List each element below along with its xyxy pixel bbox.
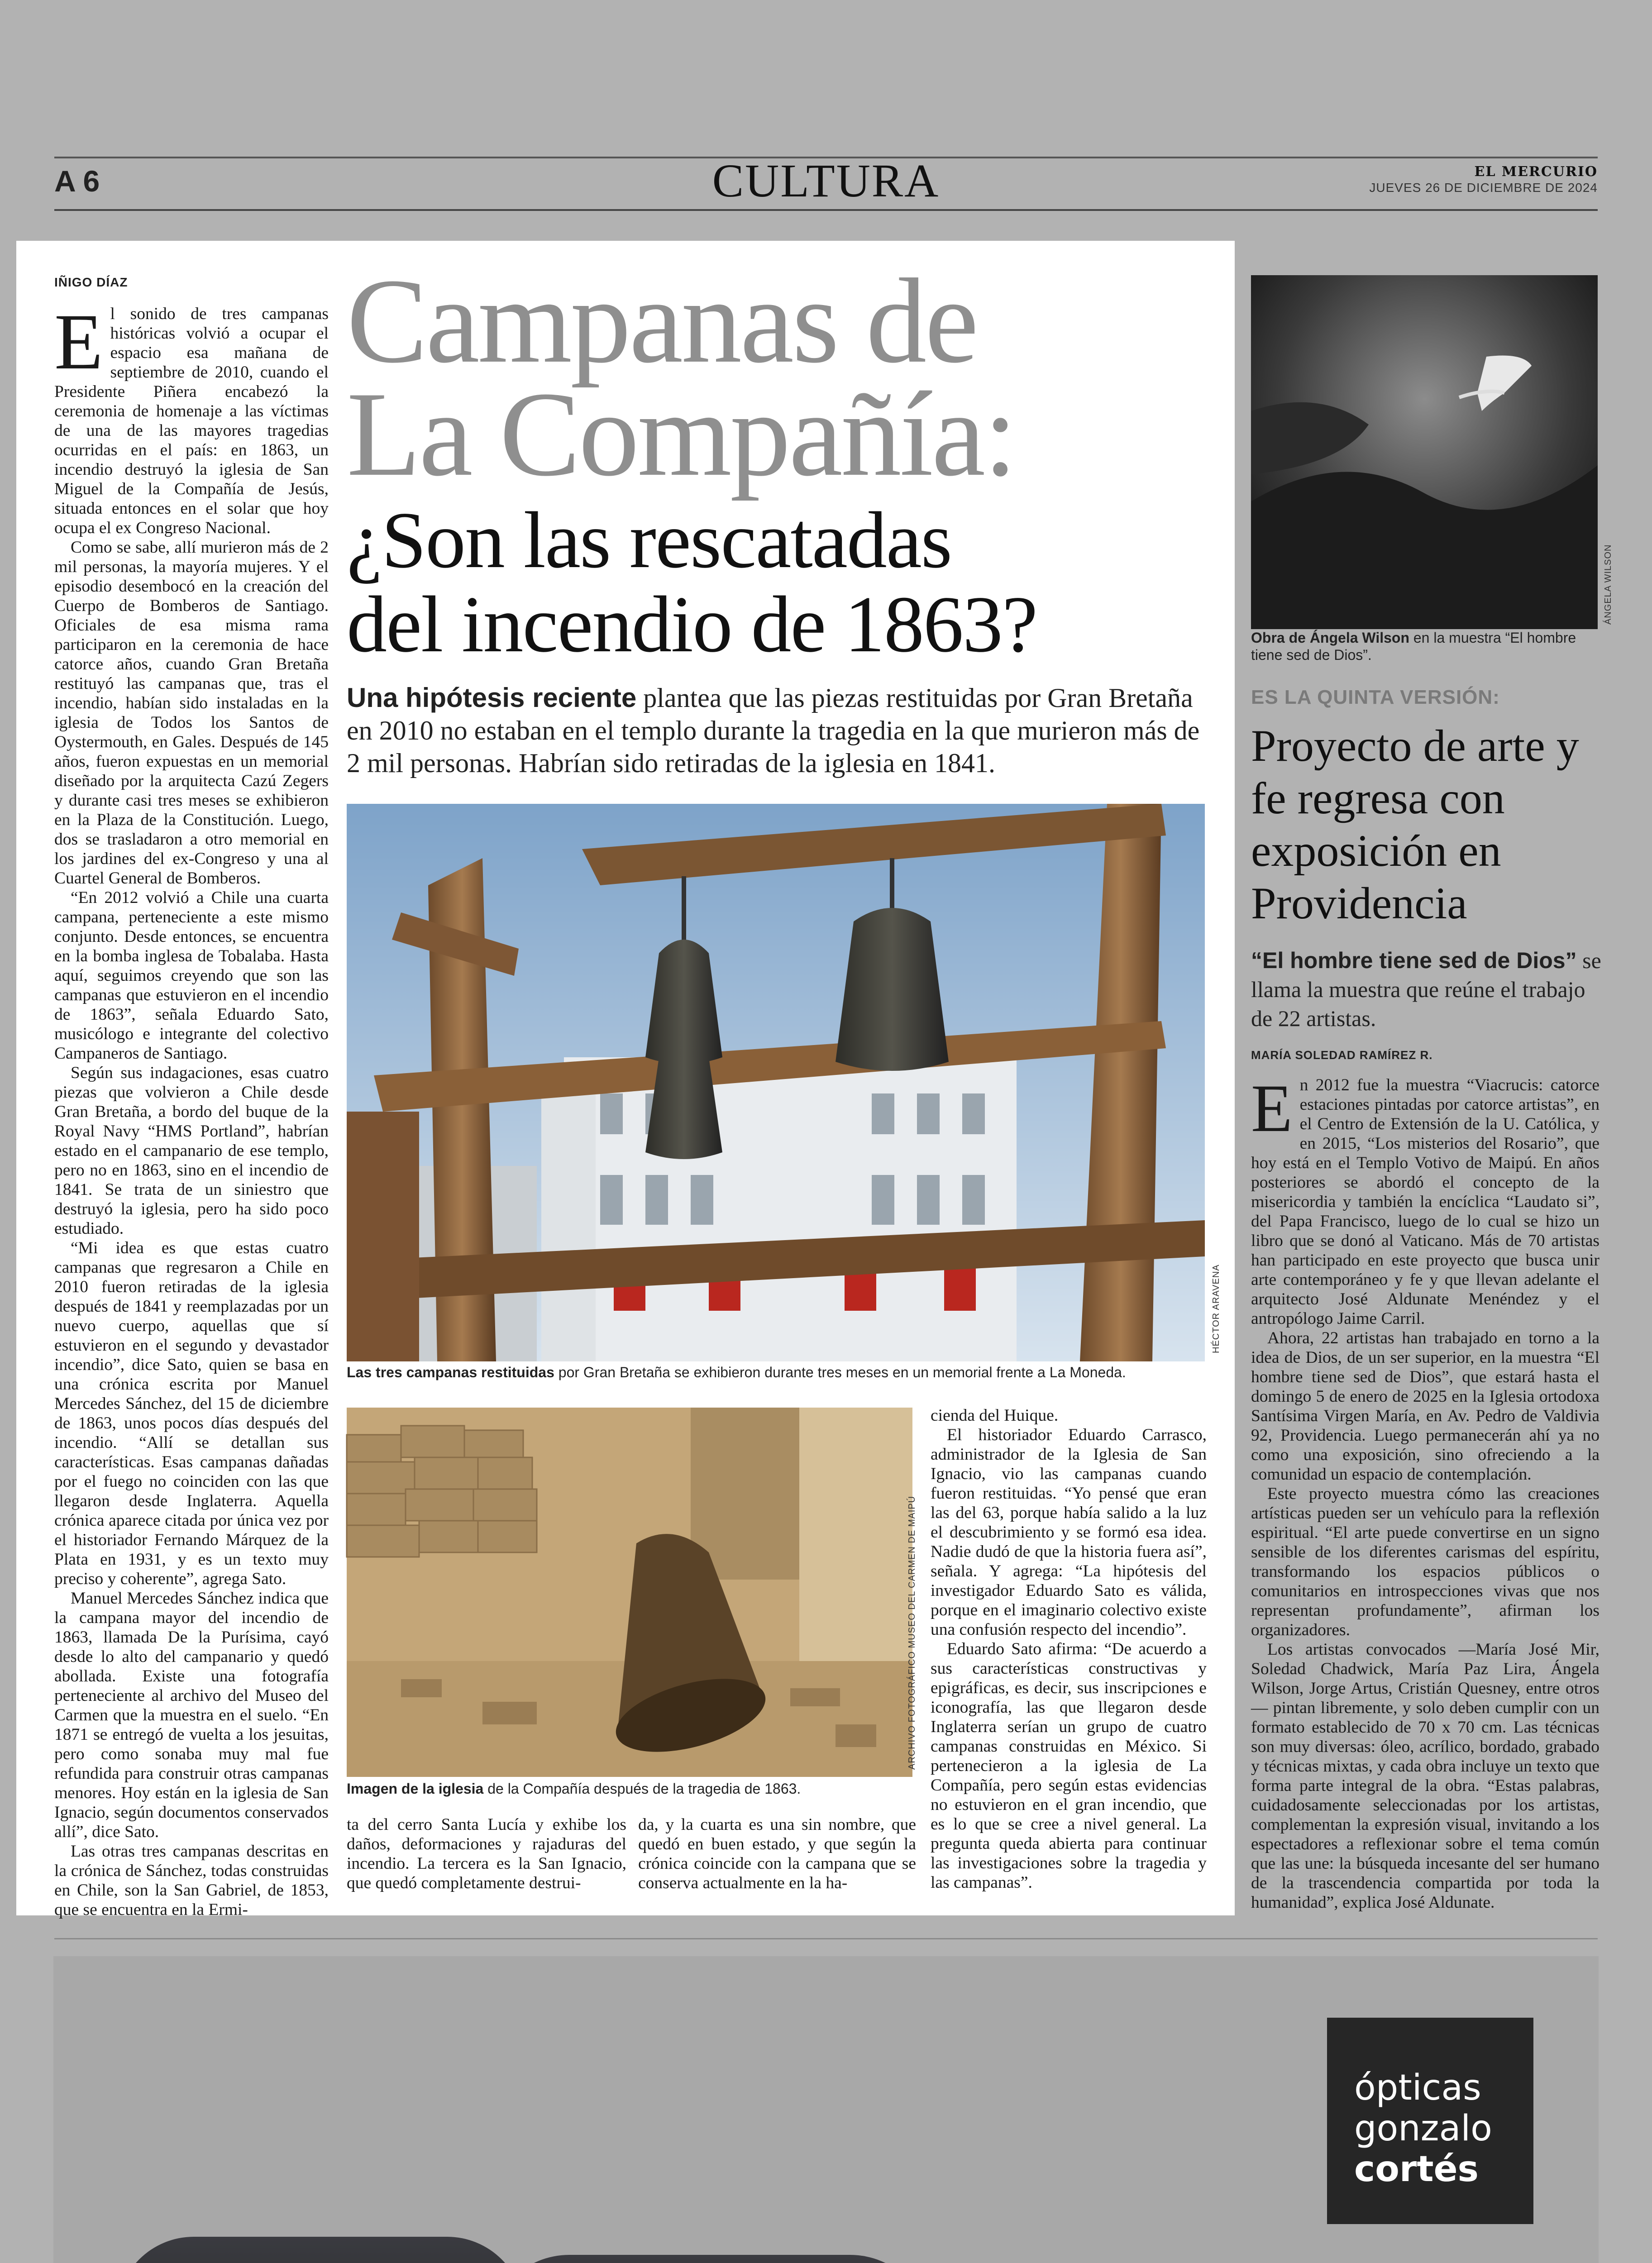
- paragraph: da, y la cuarta es una sin nombre, que quedó en buen estado, y que según la crónica coincide con la campana que se conserva actualmente en la ha-: [638, 1815, 916, 1892]
- paragraph: Los artistas convocados —María José Mir, Soledad Chadwick, María Paz Lira, Ángela Wilson, Jorge Artus, Cristián Quesney, entre otros— pintan libremente, y solo deben cumplir con un formato establecido de 70 x 70 cm. Las técnicas son muy diversas: óleo, acrílico, bordado, grabado y técnicas mixtas, y cada obra incluye un texto que forma parte integral de la obra. “Estas palabras, cuidadosamente seleccionadas por los artistas, complementan la expresión visual, invitando a los espectadores a reflexionar sobre el tema común que las une: la búsqueda incesante del ser humano de la trascendencia compartida por toda la humanidad”, explica José Aldunate.: [1251, 1640, 1599, 1912]
- church-ruins-photo: [347, 1408, 912, 1777]
- article-column-4: [931, 1406, 1207, 1899]
- optica-logo: [1327, 2018, 1533, 2224]
- paragraph: Según sus indagaciones, esas cuatro piezas que volvieron a Chile desde Gran Bretaña, a bordo del buque de la Royal Navy “HMS Portland”, habrían estado en el campanario de ese templo, pero no en 1863, sino en el incendio de 1841. Se trata de un siniestro que destruyó la iglesia, pero ha sido poco estudiado.: [54, 1064, 329, 1238]
- side-lead: “El hombre tiene sed de Dios” se llama la muestra que reúne el trabajo de 22 artistas.: [1251, 948, 1601, 1031]
- section-separator: [54, 1938, 1598, 1939]
- article-lead: Una hipótesis reciente plantea que las piezas restituidas por Gran Bretaña en 2010 no estaban en el templo durante la tragedia en la que murieron más de 2 mil personas. Habrían sido retiradas de la iglesia en 1841.: [347, 683, 1200, 778]
- ruins-photo-caption: Imagen de la iglesia de la Compañía después de la tragedia de 1863.: [347, 1781, 801, 1797]
- article-column-2: [347, 1815, 626, 1893]
- side-kicker: ES LA QUINTA VERSIÓN:: [1251, 686, 1500, 708]
- paragraph: Ahora, 22 artistas han trabajado en torno a la idea de Dios, de un ser superior, en la muestra “El hombre tiene sed de Dios”, que estará hasta el domingo 5 de enero de 2025 en la Iglesia ortodoxa Santísima Virgen María, en Av. Pedro de Valdivia 92, Providencia. Luego permanecerán ahí ya no como una exposición, sino ofreciendo a la comunidad un espacio de contemplación.: [1251, 1329, 1599, 1484]
- paragraph: Manuel Mercedes Sánchez indica que la campana mayor del incendio de 1863, llamada De la Purísima, cayó desde lo alto del campanario y quedó abollada. Existe una fotografía perteneciente al archivo del Museo del Carmen que la muestra en el suelo. “En 1871 se entregó de vuelta a los jesuitas, pero como sonaba muy mal fue refundida para construir otras campanas menores. Hoy están en la iglesia de San Ignacio, según documentos conservados allí”, dice Sato.: [54, 1589, 329, 1841]
- paragraph: Las otras tres campanas descritas en la crónica de Sánchez, todas construidas en Chile, son la San Gabriel, de 1853, que se encuentra en la Ermi-: [54, 1842, 329, 1919]
- main-byline: IÑIGO DÍAZ: [54, 275, 128, 289]
- newspaper-name: EL MERCURIO: [1474, 164, 1598, 180]
- photo-credit: ARCHIVO FOTOGRÁFICO MUSEO DEL CARMEN DE MAIPÚ: [907, 1495, 917, 1770]
- section-title: CULTURA: [712, 155, 940, 207]
- artwork-illustration: [1251, 275, 1598, 629]
- headline-question: ¿Son las rescatadas del incendio de 1863?: [347, 495, 1037, 669]
- article-column-1: [54, 298, 329, 1919]
- side-byline: MARÍA SOLEDAD RAMÍREZ R.: [1251, 1048, 1433, 1062]
- logo-line: gonzalo: [1354, 2108, 1492, 2149]
- artwork-caption: Obra de Ángela Wilson en la muestra “El hombre tiene sed de Dios”.: [1251, 630, 1576, 663]
- paragraph: En 2012 fue la muestra “Viacrucis: catorce estaciones pintadas por catorce artistas”, en el Centro de Extensión de la U. Católica, y en 2015, “Los misterios del Rosario”, que hoy está en el Templo Votivo de Maipú. En años posteriores se abordó el concepto de la misericordia y también la encíclica “Laudato si”, del Papa Francisco, luego de lo cual se hizo un libro que se donó al Vaticano. Más de 70 artistas han participado en este proyecto que busca unir arte contemporáneo y fe y que llevan adelante el arquitecto José Aldunate Menéndez y el antropólogo Jaime Carril.: [1251, 1071, 1599, 1328]
- ruins-illustration: [347, 1408, 912, 1777]
- bells-photo-caption: Las tres campanas restituidas por Gran Bretaña se exhibieron durante tres meses en un memorial frente a La Moneda.: [347, 1364, 1126, 1380]
- drop-cap: E: [54, 298, 103, 386]
- drop-cap: E: [1251, 1071, 1293, 1146]
- header-bottom-rule: [54, 209, 1598, 211]
- paragraph: El historiador Eduardo Carrasco, administrador de la Iglesia de San Ignacio, vio las campanas cuando fueron restituidas. “Yo pensé que eran las del 63, porque había salido a la luz el descubrimiento y se formó esa idea. Nadie dudó de que la historia fuera así”, señala. Y agrega: “La hipótesis del investigador Eduardo Sato es válida, porque en el imaginario colectivo existe una confusión respecto del incendio”.: [931, 1426, 1207, 1639]
- paragraph: Eduardo Sato afirma: “De acuerdo a sus características constructivas y epigráficas, es decir, sus inscripciones e iconografía, las que llegaron desde Inglaterra serían un grupo de cuatro campanas construidas en México. Si pertenecieron a la iglesia de La Compañía, pero según estas evidencias no estuvieron en el gran incendio, que es lo que se cree a nivel general. La pregunta queda abierta para continuar las investigaciones sobre la tragedia y las campanas”.: [931, 1640, 1207, 1892]
- paragraph: El sonido de tres campanas históricas volvió a ocupar el espacio esa mañana de septiembre de 2010, cuando el Presidente Piñera encabezó la ceremonia de homenaje a las víctimas de una de las mayores tragedias ocurridas en el país: en 1863, un incendio destruyó la iglesia de San Miguel de la Compañía de Jesús, situada entonces en el solar que hoy ocupa el ex Congreso Nacional.: [54, 298, 329, 537]
- bells-illustration: [347, 804, 1205, 1361]
- paragraph: “Mi idea es que estas cuatro campanas que regresaron a Chile en 2010 fueron retiradas de la iglesia después de 1841 y reemplazadas por un nuevo cuerpo, aquellas que sí estuvieron en el segundo y devastador incendio”, dice Sato, quien se basa en una crónica escrita por Manuel Mercedes Sánchez, del 15 de diciembre de 1863, unos pocos días después del incendio. “Allí se detallan sus características. Esas campanas dañadas por el fuego no coinciden con las que llegaron desde Inglaterra. Aquella crónica aparece citada por única vez por el historiador Fernando Márquez de la Plata en 1931, y es un texto muy preciso y coherente”, agrega Sato.: [54, 1239, 329, 1588]
- issue-date: JUEVES 26 DE DICIEMBRE DE 2024: [1369, 181, 1598, 195]
- page-number: A 6: [54, 164, 100, 198]
- paragraph: Este proyecto muestra cómo las creaciones artísticas pueden ser un vehículo para la reflexión espiritual. “El arte puede convertirse en un signo sensible de los diferentes carismas del espíritu, transformando los espacios públicos o comunitarios en introspecciones vivas que nos representan profundamente”, afirman los organizadores.: [1251, 1485, 1599, 1639]
- masthead: [1369, 164, 1598, 195]
- paragraph: Como se sabe, allí murieron más de 2 mil personas, la mayoría mujeres. Y el episodio desembocó en la creación del Cuerpo de Bomberos de Santiago. Oficiales de esa misma rama participaron en la ceremonia de hace catorce años, cuando Gran Bretaña restituyó las campanas que, tras el incendio, habían sido instaladas en la iglesia de Todos los Santos de Oystermouth, en Gales. Después de 145 años, fueron expuestas en un memorial diseñado por la arquitecta Cazú Zegers y durante casi tres meses se exhibieron en la Plaza de la Constitución. Luego, dos se trasladaron a otro memorial en los jardines del ex-Congreso y una al Cuartel General de Bomberos.: [54, 538, 329, 888]
- logo-line: ópticas: [1354, 2067, 1481, 2108]
- logo-line: cortés: [1354, 2149, 1479, 2190]
- artwork-photo: [1251, 275, 1598, 629]
- bells-photo: [347, 804, 1205, 1361]
- paragraph: “En 2012 volvió a Chile una cuarta campana, perteneciente a este mismo conjunto. Desde entonces, se encuentra en la bomba inglesa de Tobalaba. Hasta aquí, seguimos creyendo que son las campanas que estuvieron en el incendio de 1863”, señala Eduardo Sato, musicólogo e integrante del colectivo Campaneros de Santiago.: [54, 888, 329, 1063]
- paragraph: cienda del Huique.: [931, 1406, 1059, 1425]
- photo-credit: ÁNGELA WILSON: [1603, 544, 1613, 625]
- article-column-3: [638, 1815, 916, 1893]
- side-column: [1251, 1071, 1599, 1912]
- paragraph: ta del cerro Santa Lucía y exhibe los daños, deformaciones y rajaduras del incendio. La tercera es la San Ignacio, que quedó completamente destrui-: [347, 1815, 626, 1892]
- side-headline: Proyecto de arte y fe regresa con exposición en Providencia: [1251, 721, 1579, 928]
- photo-credit: HÉCTOR ARAVENA: [1211, 1264, 1221, 1353]
- headline-main: Campanas de La Compañía:: [347, 253, 1016, 501]
